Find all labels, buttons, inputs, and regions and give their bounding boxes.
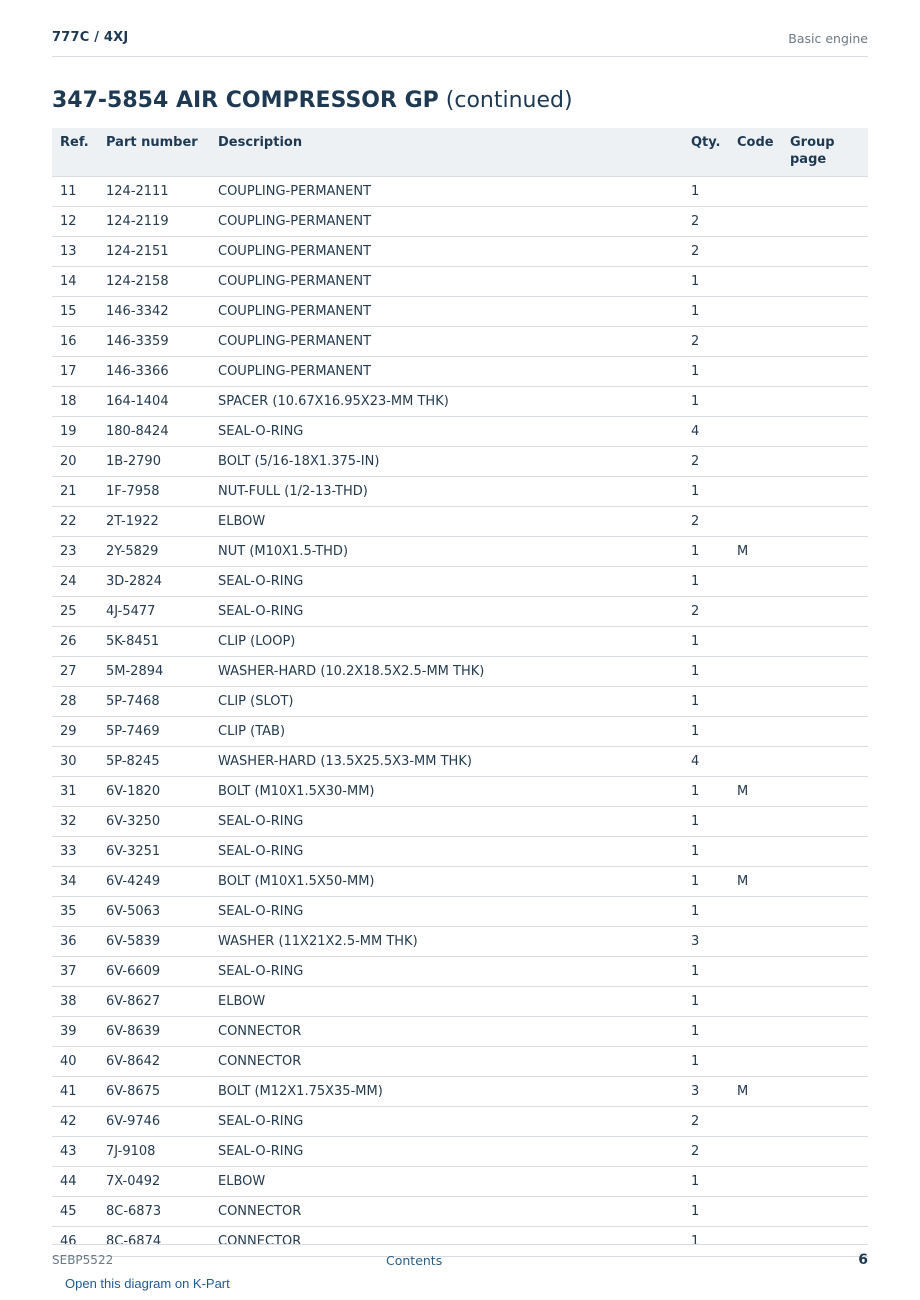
page-title [52, 88, 573, 113]
group-page-cell [790, 236, 868, 266]
description-cell: CONNECTOR [218, 1016, 691, 1046]
qty-cell: 1 [691, 1046, 737, 1076]
qty-cell: 2 [691, 1136, 737, 1166]
description-cell: SEAL-O-RING [218, 566, 691, 596]
part-number-cell: 4J-5477 [106, 596, 218, 626]
table-row [52, 806, 868, 836]
description-cell: ELBOW [218, 506, 691, 536]
ref-cell: 19 [52, 416, 106, 446]
group-page-cell [790, 1016, 868, 1046]
header-row [52, 128, 868, 176]
qty-cell: 4 [691, 746, 737, 776]
description-cell: SEAL-O-RING [218, 836, 691, 866]
qty-cell: 1 [691, 1226, 737, 1256]
part-number-cell: 146-3366 [106, 356, 218, 386]
ref-cell: 29 [52, 716, 106, 746]
group-page-cell [790, 656, 868, 686]
page-header [52, 28, 868, 57]
ref-cell: 41 [52, 1076, 106, 1106]
code-cell [737, 1136, 790, 1166]
table-row [52, 836, 868, 866]
group-page-cell [790, 776, 868, 806]
table-row [52, 1046, 868, 1076]
ref-cell: 15 [52, 296, 106, 326]
code-cell [737, 806, 790, 836]
page-title-suffix: (continued) [445, 88, 573, 113]
part-number-cell: 6V-5063 [106, 896, 218, 926]
qty-cell: 4 [691, 416, 737, 446]
group-page-cell [790, 626, 868, 656]
description-cell: SEAL-O-RING [218, 896, 691, 926]
qty-cell: 1 [691, 1016, 737, 1046]
col-qty-header [691, 128, 737, 176]
part-number-cell: 6V-3251 [106, 836, 218, 866]
ref-cell: 23 [52, 536, 106, 566]
ref-cell: 39 [52, 1016, 106, 1046]
ref-cell: 13 [52, 236, 106, 266]
table-row [52, 716, 868, 746]
table-row [52, 446, 868, 476]
qty-cell: 1 [691, 716, 737, 746]
code-cell [737, 356, 790, 386]
part-number-cell: 2T-1922 [106, 506, 218, 536]
ref-cell: 34 [52, 866, 106, 896]
part-number-cell: 6V-8639 [106, 1016, 218, 1046]
part-number-cell: 124-2119 [106, 206, 218, 236]
group-page-cell [790, 416, 868, 446]
table-row [52, 956, 868, 986]
table-row [52, 626, 868, 656]
code-cell [737, 326, 790, 356]
group-page-cell [790, 176, 868, 206]
ref-cell: 38 [52, 986, 106, 1016]
kpart-diagram-link[interactable]: Open this diagram on K-Part [65, 1276, 230, 1291]
col-code-header: Code [737, 128, 790, 176]
table-row [52, 986, 868, 1016]
code-cell [737, 506, 790, 536]
group-page-cell [790, 986, 868, 1016]
part-number-cell: 124-2111 [106, 176, 218, 206]
description-cell: BOLT (M10X1.5X50-MM) [218, 866, 691, 896]
part-number-cell: 146-3342 [106, 296, 218, 326]
group-page-cell [790, 926, 868, 956]
description-cell: CONNECTOR [218, 1196, 691, 1226]
table-row [52, 596, 868, 626]
description-cell: CLIP (LOOP) [218, 626, 691, 656]
ref-cell: 27 [52, 656, 106, 686]
qty-cell: 1 [691, 476, 737, 506]
table-row [52, 1016, 868, 1046]
code-cell: M [737, 1076, 790, 1106]
description-cell: ELBOW [218, 986, 691, 1016]
ref-cell: 30 [52, 746, 106, 776]
table-row [52, 866, 868, 896]
part-number-cell: 2Y-5829 [106, 536, 218, 566]
part-number-cell: 6V-1820 [106, 776, 218, 806]
group-page-cell [790, 836, 868, 866]
document-id: SEBP5522 [52, 1253, 114, 1267]
code-cell [737, 596, 790, 626]
ref-cell: 42 [52, 1106, 106, 1136]
code-cell [737, 1196, 790, 1226]
code-cell [737, 236, 790, 266]
description-cell: NUT (M10X1.5-THD) [218, 536, 691, 566]
part-number-cell: 8C-6873 [106, 1196, 218, 1226]
ref-cell: 43 [52, 1136, 106, 1166]
description-cell: COUPLING-PERMANENT [218, 266, 691, 296]
table-row [52, 566, 868, 596]
qty-cell: 1 [691, 626, 737, 656]
qty-cell: 1 [691, 266, 737, 296]
code-cell [737, 686, 790, 716]
code-cell [737, 386, 790, 416]
code-cell [737, 716, 790, 746]
part-number-cell: 124-2151 [106, 236, 218, 266]
code-cell [737, 926, 790, 956]
part-number-cell: 180-8424 [106, 416, 218, 446]
qty-cell: 1 [691, 356, 737, 386]
table-row [52, 176, 868, 206]
qty-cell: 2 [691, 326, 737, 356]
description-cell: CONNECTOR [218, 1226, 691, 1256]
description-cell: COUPLING-PERMANENT [218, 296, 691, 326]
part-number-cell: 124-2158 [106, 266, 218, 296]
qty-cell: 3 [691, 1076, 737, 1106]
code-cell [737, 626, 790, 656]
table-row [52, 1076, 868, 1106]
code-cell [737, 1106, 790, 1136]
ref-cell: 25 [52, 596, 106, 626]
description-cell: WASHER-HARD (10.2X18.5X2.5-MM THK) [218, 656, 691, 686]
code-cell [737, 266, 790, 296]
group-page-cell [790, 686, 868, 716]
description-cell: BOLT (M10X1.5X30-MM) [218, 776, 691, 806]
group-page-cell [790, 956, 868, 986]
description-cell: ELBOW [218, 1166, 691, 1196]
code-cell [737, 416, 790, 446]
description-cell: SEAL-O-RING [218, 806, 691, 836]
part-number-cell: 6V-3250 [106, 806, 218, 836]
ref-cell: 11 [52, 176, 106, 206]
code-cell: M [737, 536, 790, 566]
group-page-cell [790, 386, 868, 416]
table-row [52, 656, 868, 686]
ref-cell: 14 [52, 266, 106, 296]
description-cell: SEAL-O-RING [218, 596, 691, 626]
group-page-cell [790, 506, 868, 536]
model-serial-label: 777C / 4XJ [52, 30, 129, 45]
table-row [52, 506, 868, 536]
ref-cell: 28 [52, 686, 106, 716]
part-number-cell: 5K-8451 [106, 626, 218, 656]
col-part-number-header: Part number [106, 128, 218, 176]
table-row [52, 356, 868, 386]
qty-cell: 1 [691, 1166, 737, 1196]
table-row [52, 266, 868, 296]
ref-cell: 40 [52, 1046, 106, 1076]
code-cell [737, 896, 790, 926]
parts-table-header [52, 128, 868, 176]
code-cell [737, 206, 790, 236]
ref-cell: 33 [52, 836, 106, 866]
qty-cell: 1 [691, 776, 737, 806]
table-row [52, 746, 868, 776]
group-page-cell [790, 1046, 868, 1076]
table-row [52, 296, 868, 326]
part-number-cell: 6V-6609 [106, 956, 218, 986]
code-cell [737, 746, 790, 776]
ref-cell: 18 [52, 386, 106, 416]
table-row [52, 416, 868, 446]
description-cell: WASHER (11X21X2.5-MM THK) [218, 926, 691, 956]
description-cell: COUPLING-PERMANENT [218, 356, 691, 386]
part-number-cell: 164-1404 [106, 386, 218, 416]
qty-cell: 1 [691, 806, 737, 836]
page-footer [52, 1244, 868, 1269]
group-page-cell [790, 806, 868, 836]
table-row [52, 1196, 868, 1226]
code-cell [737, 1166, 790, 1196]
description-cell: CLIP (SLOT) [218, 686, 691, 716]
table-row [52, 476, 868, 506]
description-cell: COUPLING-PERMANENT [218, 326, 691, 356]
description-cell: SEAL-O-RING [218, 1106, 691, 1136]
part-number-cell: 3D-2824 [106, 566, 218, 596]
table-row [52, 686, 868, 716]
ref-cell: 35 [52, 896, 106, 926]
qty-cell: 2 [691, 236, 737, 266]
description-cell: CONNECTOR [218, 1046, 691, 1076]
group-page-cell [790, 596, 868, 626]
col-group-page-header: Group page [790, 128, 868, 176]
group-page-cell [790, 206, 868, 236]
qty-cell: 2 [691, 446, 737, 476]
group-page-cell [790, 1166, 868, 1196]
page-number: 6 [858, 1252, 868, 1268]
qty-cell: 1 [691, 1196, 737, 1226]
group-page-cell [790, 1196, 868, 1226]
page-title-main: 347-5854 AIR COMPRESSOR GP [52, 88, 439, 113]
code-cell: M [737, 866, 790, 896]
group-page-cell [790, 296, 868, 326]
qty-cell: 1 [691, 296, 737, 326]
description-cell: BOLT (5/16-18X1.375-IN) [218, 446, 691, 476]
col-qty-header-label: Qty. [691, 135, 721, 150]
part-number-cell: 8C-6874 [106, 1226, 218, 1256]
code-cell [737, 566, 790, 596]
code-cell [737, 956, 790, 986]
group-page-cell [790, 1106, 868, 1136]
table-row [52, 386, 868, 416]
group-page-cell [790, 476, 868, 506]
group-page-cell [790, 866, 868, 896]
group-page-cell [790, 1076, 868, 1106]
part-number-cell: 7J-9108 [106, 1136, 218, 1166]
table-row [52, 206, 868, 236]
qty-cell: 2 [691, 206, 737, 236]
part-number-cell: 5P-7468 [106, 686, 218, 716]
qty-cell: 1 [691, 896, 737, 926]
description-cell: CLIP (TAB) [218, 716, 691, 746]
qty-cell: 2 [691, 506, 737, 536]
contents-link[interactable]: Contents [386, 1253, 443, 1268]
code-cell [737, 446, 790, 476]
ref-cell: 31 [52, 776, 106, 806]
qty-cell: 1 [691, 536, 737, 566]
part-number-cell: 146-3359 [106, 326, 218, 356]
col-ref-header: Ref. [52, 128, 106, 176]
ref-cell: 17 [52, 356, 106, 386]
parts-table-body [52, 176, 868, 1256]
qty-cell: 1 [691, 956, 737, 986]
group-page-cell [790, 1136, 868, 1166]
ref-cell: 46 [52, 1226, 106, 1256]
ref-cell: 26 [52, 626, 106, 656]
ref-cell: 12 [52, 206, 106, 236]
code-cell [737, 476, 790, 506]
group-page-cell [790, 536, 868, 566]
qty-cell: 1 [691, 986, 737, 1016]
description-cell: SEAL-O-RING [218, 956, 691, 986]
qty-cell: 1 [691, 686, 737, 716]
code-cell [737, 656, 790, 686]
code-cell [737, 1046, 790, 1076]
part-number-cell: 6V-4249 [106, 866, 218, 896]
col-description-header: Description [218, 128, 691, 176]
table-row [52, 926, 868, 956]
qty-cell: 1 [691, 566, 737, 596]
table-row [52, 326, 868, 356]
table-row [52, 236, 868, 266]
code-cell: M [737, 776, 790, 806]
qty-cell: 1 [691, 386, 737, 416]
ref-cell: 36 [52, 926, 106, 956]
group-page-cell [790, 746, 868, 776]
parts-table [52, 128, 868, 1257]
part-number-cell: 5P-7469 [106, 716, 218, 746]
ref-cell: 37 [52, 956, 106, 986]
description-cell: COUPLING-PERMANENT [218, 236, 691, 266]
ref-cell: 22 [52, 506, 106, 536]
description-cell: COUPLING-PERMANENT [218, 206, 691, 236]
qty-cell: 2 [691, 596, 737, 626]
qty-cell: 1 [691, 656, 737, 686]
ref-cell: 20 [52, 446, 106, 476]
description-cell: BOLT (M12X1.75X35-MM) [218, 1076, 691, 1106]
group-page-cell [790, 266, 868, 296]
code-cell [737, 296, 790, 326]
description-cell: SEAL-O-RING [218, 1136, 691, 1166]
group-page-cell [790, 896, 868, 926]
table-row [52, 776, 868, 806]
table-row [52, 1136, 868, 1166]
code-cell [737, 176, 790, 206]
description-cell: NUT-FULL (1/2-13-THD) [218, 476, 691, 506]
ref-cell: 21 [52, 476, 106, 506]
part-number-cell: 1B-2790 [106, 446, 218, 476]
part-number-cell: 5M-2894 [106, 656, 218, 686]
code-cell [737, 836, 790, 866]
part-number-cell: 6V-8642 [106, 1046, 218, 1076]
ref-cell: 16 [52, 326, 106, 356]
table-row [52, 896, 868, 926]
part-number-cell: 6V-8627 [106, 986, 218, 1016]
code-cell [737, 1016, 790, 1046]
group-page-cell [790, 446, 868, 476]
ref-cell: 45 [52, 1196, 106, 1226]
table-row [52, 536, 868, 566]
table-row [52, 1166, 868, 1196]
ref-cell: 32 [52, 806, 106, 836]
ref-cell: 24 [52, 566, 106, 596]
ref-cell: 44 [52, 1166, 106, 1196]
table-row [52, 1106, 868, 1136]
description-cell: COUPLING-PERMANENT [218, 176, 691, 206]
section-label: Basic engine [788, 31, 868, 46]
qty-cell: 1 [691, 866, 737, 896]
part-number-cell: 1F-7958 [106, 476, 218, 506]
description-cell: WASHER-HARD (13.5X25.5X3-MM THK) [218, 746, 691, 776]
group-page-cell [790, 566, 868, 596]
description-cell: SPACER (10.67X16.95X23-MM THK) [218, 386, 691, 416]
part-number-cell: 7X-0492 [106, 1166, 218, 1196]
group-page-cell [790, 326, 868, 356]
qty-cell: 3 [691, 926, 737, 956]
group-page-cell [790, 356, 868, 386]
group-page-cell [790, 716, 868, 746]
part-number-cell: 6V-9746 [106, 1106, 218, 1136]
part-number-cell: 5P-8245 [106, 746, 218, 776]
part-number-cell: 6V-8675 [106, 1076, 218, 1106]
qty-cell: 1 [691, 176, 737, 206]
qty-cell: 2 [691, 1106, 737, 1136]
qty-cell: 1 [691, 836, 737, 866]
description-cell: SEAL-O-RING [218, 416, 691, 446]
part-number-cell: 6V-5839 [106, 926, 218, 956]
code-cell [737, 986, 790, 1016]
